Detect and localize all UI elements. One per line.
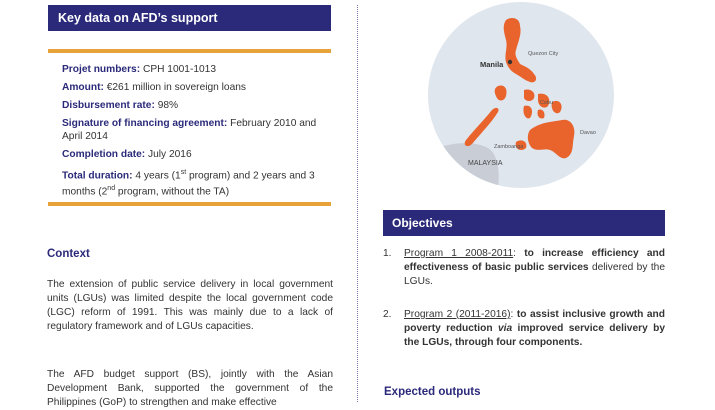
context-heading: Context — [47, 248, 90, 260]
objective-bold-text: to assist inclusive growth and poverty reduction — [404, 309, 665, 334]
objectives-title: Objectives — [383, 210, 665, 236]
keydata-disbursement-rate — [62, 99, 324, 112]
keydata-value: February 2010 and April 2014 — [62, 118, 317, 142]
objective-item-1 — [383, 247, 665, 289]
visayas-island-4 — [537, 109, 544, 118]
visayas-island-3 — [523, 106, 532, 119]
keydata-value: July 2016 — [145, 149, 192, 160]
objective-italic: via — [492, 323, 513, 334]
zamboanga-label: Zamboanga — [494, 144, 524, 150]
manila-marker — [508, 60, 512, 64]
visayas-island-1 — [524, 89, 534, 101]
objective-program: Program 1 2008-2011 — [404, 248, 514, 259]
keydata-label: Disbursement rate: — [62, 100, 155, 111]
keydata-list — [62, 63, 324, 204]
keydata-value: CPH 1001-1013 — [140, 64, 217, 75]
objective-number: 1. — [383, 248, 392, 259]
objective-rest: delivered by the LGUs. — [404, 262, 665, 287]
keydata-value: program, without the TA) — [115, 186, 230, 198]
keydata-completion-date — [62, 148, 324, 161]
philippines-map — [428, 2, 614, 188]
manila-label: Manila — [480, 60, 504, 69]
ordinal-sup: nd — [107, 185, 116, 193]
keydata-label: Amount: — [62, 82, 104, 93]
cebu-label: Cebu — [540, 100, 554, 106]
objective-bold-text: to increase efficiency and effectiveness of basic public services — [404, 248, 665, 273]
objective-program: Program 2 (2011-2016) — [404, 309, 511, 320]
column-divider — [357, 5, 358, 402]
mindoro-island — [495, 85, 507, 100]
objective-text — [404, 308, 665, 350]
quezon-label: Quezon City — [528, 51, 559, 57]
palawan-island — [465, 108, 499, 146]
keydata-bottom-rule — [48, 202, 331, 206]
keydata-signature — [62, 117, 324, 143]
mindanao-island — [528, 120, 575, 159]
keydata-label: Completion date: — [62, 149, 146, 160]
ordinal-sup: st — [180, 169, 187, 176]
keydata-label: Total duration: — [62, 170, 133, 182]
keydata-amount — [62, 81, 324, 94]
objective-text — [404, 247, 665, 289]
keydata-value: program) and 2 years and 3 months (2 — [62, 170, 315, 198]
objective-number: 2. — [383, 309, 392, 320]
objective-separator: : — [510, 309, 517, 320]
keydata-project-numbers — [62, 63, 324, 76]
map-svg — [428, 2, 614, 188]
keydata-label: Projet numbers: — [62, 64, 141, 75]
context-paragraph-1: The extension of public service delivery in local government units (LGUs) was limited despite the local government code (LGC) reform of 1991. This was mainly due to a lack of regulatory framework and of LGUs capacities. — [47, 279, 333, 332]
malaysia-label: MALAYSIA — [468, 160, 503, 167]
objective-rest: improved service delivery by the LGUs, through four components. — [404, 323, 666, 348]
keydata-total-duration — [62, 166, 324, 199]
keydata-value: 98% — [154, 100, 179, 111]
keydata-value: 4 years (1 — [132, 170, 181, 182]
objective-separator: : — [513, 248, 525, 259]
objective-item-2 — [383, 308, 665, 350]
davao-label: Davao — [580, 130, 596, 136]
context-paragraph-2: The AFD budget support (BS), jointly with the Asian Development Bank, supported the government of the Philippines (GoP) to strengthen and make effective — [47, 369, 333, 408]
expected-outputs-heading: Expected outputs — [384, 386, 481, 398]
keydata-value: €261 million in sovereign loans — [103, 82, 247, 93]
keydata-top-rule — [48, 49, 331, 53]
keydata-label: Signature of financing agreement: — [62, 118, 228, 129]
keydata-title: Key data on AFD’s support — [48, 5, 331, 31]
